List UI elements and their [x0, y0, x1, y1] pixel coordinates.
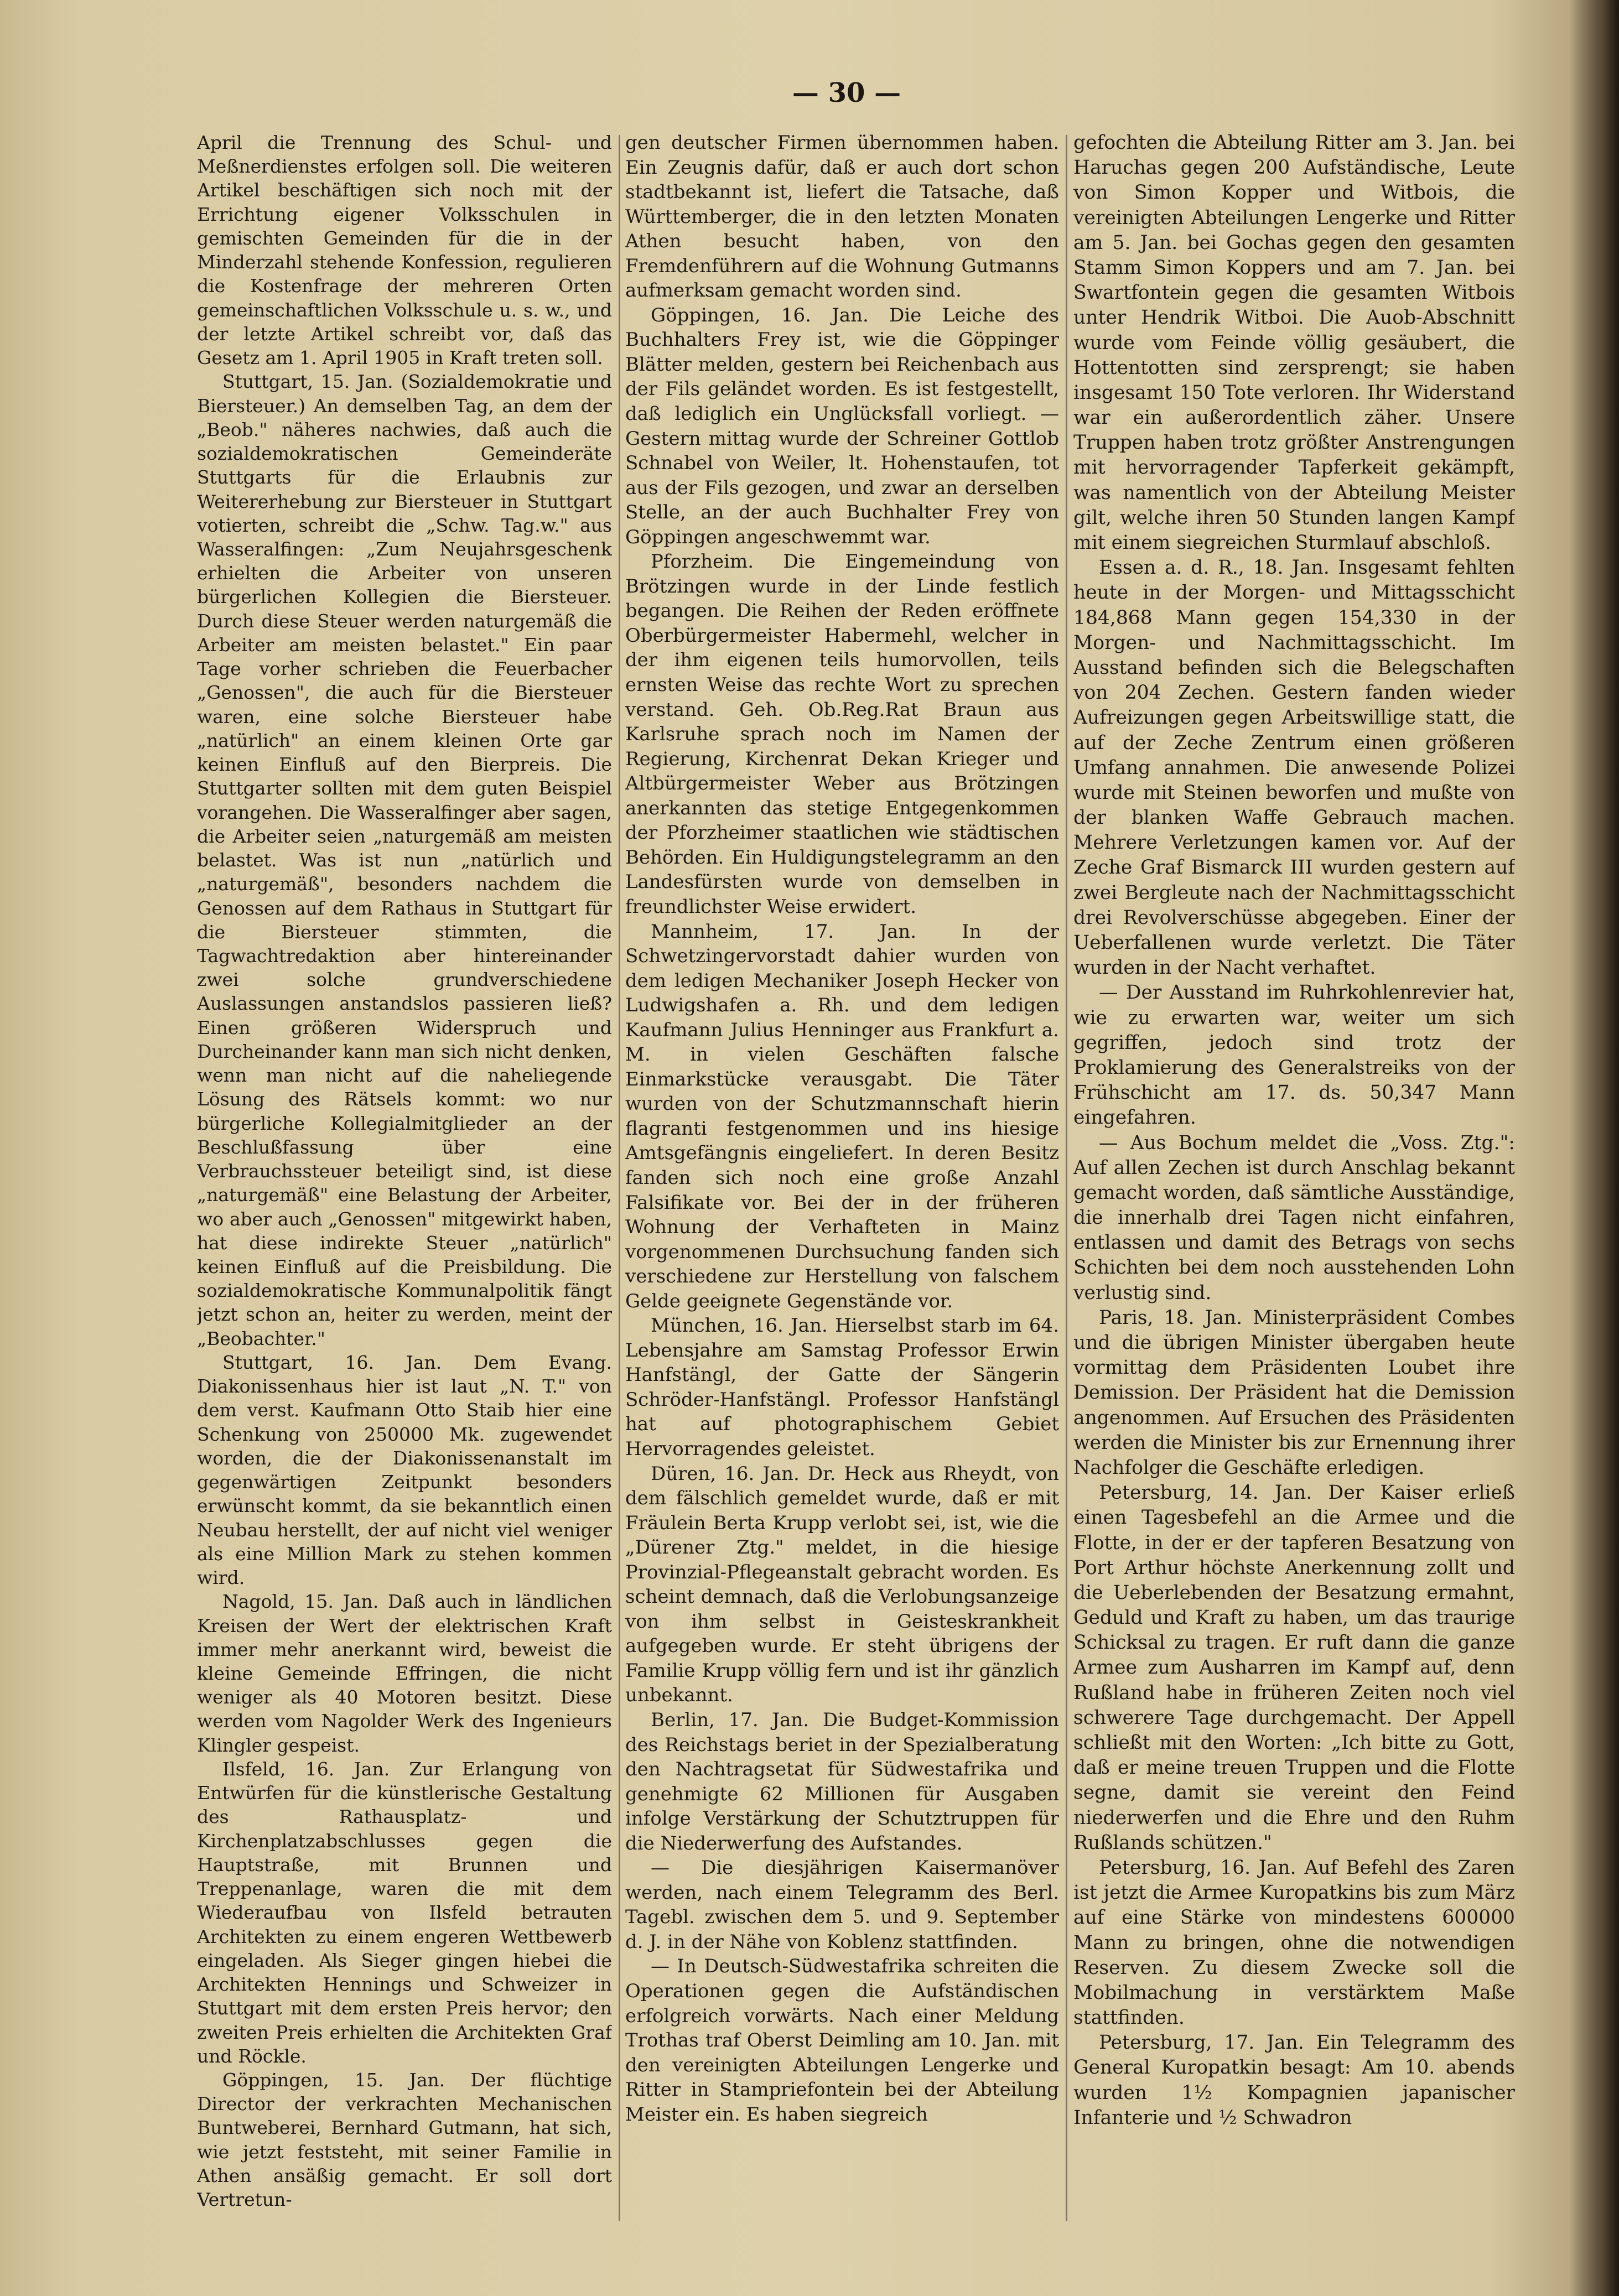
article-paragraph: Petersburg, 16. Jan. Auf Befehl des Zaren ist jetzt die Armee Kuropatkins bis zum März auf eine Stärke von mindestens 600000 Mann zu bringen, ohne die notwendigen Reserven. Zu diesem Zwecke soll die Mobilmachung in verstärktem Maße stattfinden.	[1073, 1856, 1515, 2029]
column-divider	[619, 135, 620, 2221]
column-2	[625, 131, 1059, 2227]
column-1	[197, 131, 612, 2227]
article-paragraph: München, 16. Jan. Hierselbst starb im 64. Lebensjahre am Samstag Professor Erwin Hanfstängl, der Gatte der Sängerin Schröder-Hanfstängl. Professor Hanfstängl hat auf photographischem Gebiet Hervorragendes geleistet.	[625, 1315, 1059, 1460]
article-paragraph: Ilsfeld, 16. Jan. Zur Erlangung von Entwürfen für die künstlerische Gestaltung des Rathausplatz- und Kirchenplatzabschlusses gegen die Hauptstraße, mit Brunnen und Treppenanlage, waren die mit dem Wiederaufbau von Ilsfeld betrauten Architekten zu einem engeren Wettbewerb eingeladen. Als Sieger gingen hiebei die Architekten Hennings und Schweizer in Stuttgart mit dem ersten Preis hervor; den zweiten Preis erhielten die Architekten Graf und Röckle.	[197, 1758, 612, 2067]
article-paragraph: Petersburg, 14. Jan. Der Kaiser erließ einen Tagesbefehl an die Armee und die Flotte, in der er der tapferen Besatzung von Port Arthur höchste Anerkennung zollt und die Ueberlebenden der Besatzung ermahnt, Geduld und Kraft zu haben, um das traurige Schicksal zu tragen. Er ruft dann die ganze Armee zum Ausharren im Kampf auf, denn Rußland habe in früheren Zeiten noch viel schwerere Tage durchgemacht. Der Appell schließt mit den Worten: „Ich bitte zu Gott, daß er meine treuen Truppen und die Flotte segne, damit sie vereint den Feind niederwerfen und die Ehre und den Ruhm Rußlands schützen."	[1073, 1482, 1515, 1854]
article-paragraph: Essen a. d. R., 18. Jan. Insgesamt fehlten heute in der Morgen- und Mittagsschicht 184,868 Mann gegen 154,330 in der Morgen- und Nachmittagsschicht. Im Ausstand befinden sich die Belegschaften von 204 Zechen. Gestern fanden wieder Aufreizungen gegen Arbeitswillige statt, die auf der Zeche Zentrum einen größeren Umfang annahmen. Die anwesende Polizei wurde mit Steinen beworfen und mußte von der blanken Waffe Gebrauch machen. Mehrere Verletzungen kamen vor. Auf der Zeche Graf Bismarck III wurden gestern auf zwei Bergleute nach der Nachmittagsschicht drei Revolverschüsse abgegeben. Einer der Ueberfallenen wurde verletzt. Die Täter wurden in der Nacht verhaftet.	[1073, 557, 1515, 979]
article-paragraph: Stuttgart, 15. Jan. (Sozialdemokratie und Biersteuer.) An demselben Tag, an dem der „Beob." näheres nachwies, daß auch die sozialdemokratischen Gemeinderäte Stuttgarts für die Erlaubnis zur Weitererhebung zur Biersteuer in Stuttgart votierten, schreibt die „Schw. Tag.w." aus Wasseralfingen: „Zum Neujahrsgeschenk erhielten die Arbeiter von unseren bürgerlichen Kollegien die Biersteuer. Durch diese Steuer werden naturgemäß die Arbeiter am meisten belastet." Ein paar Tage vorher schrieben die Feuerbacher „Genossen", die auch für die Biersteuer waren, eine solche Biersteuer habe „natürlich" an einem kleinen Orte gar keinen Einfluß auf den Bierpreis. Die Stuttgarter sollten mit dem guten Beispiel vorangehen. Die Wasseralfinger aber sagen, die Arbeiter seien „naturgemäß am meisten belastet. Was ist nun „natürlich und „naturgemäß", besonders nachdem die Genossen auf dem Rathaus in Stuttgart für die Biersteuer stimmten, die Tagwachtredaktion aber hintereinander zwei solche grundverschiedene Auslassungen anstandslos passieren ließ? Einen größeren Widerspruch und Durcheinander kann man sich nicht denken, wenn man nicht auf die naheliegende Lösung des Rätsels kommt: wo nur bürgerliche Kollegialmitglieder an der Beschlußfassung über eine Verbrauchssteuer beteiligt sind, ist diese „naturgemäß" eine Belastung der Arbeiter, wo aber auch „Genossen" mitgewirkt haben, hat diese indirekte Steuer „natürlich" keinen Einfluß auf die Preisbildung. Die sozialdemokratische Kommunalpolitik fängt jetzt schon an, heiter zu werden, meint der „Beobachter."	[197, 371, 612, 1349]
article-paragraph: Nagold, 15. Jan. Daß auch in ländlichen Kreisen der Wert der elektrischen Kraft immer mehr anerkannt wird, beweist die kleine Gemeinde Effringen, die nicht weniger als 40 Motoren besitzt. Diese werden vom Nagolder Werk des Ingenieurs Klingler gespeist.	[197, 1591, 612, 1756]
article-paragraph: — Die diesjährigen Kaisermanöver werden, nach einem Telegramm des Berl. Tagebl. zwischen dem 5. und 9. September d. J. in der Nähe von Koblenz stattfinden.	[625, 1857, 1059, 1953]
page-number: — 30 —	[792, 77, 901, 108]
article-paragraph: Petersburg, 17. Jan. Ein Telegramm des General Kuropatkin besagt: Am 10. abends wurden 1½ Kompagnien japanischer Infanterie und ½ Schwadron	[1073, 2032, 1515, 2129]
binding-shadow	[1569, 0, 1619, 2296]
column-3	[1073, 131, 1515, 2227]
article-paragraph: gefochten die Abteilung Ritter am 3. Jan. bei Haruchas gegen 200 Aufständische, Leute von Simon Kopper und Witbois, die vereinigten Abteilungen Lengerke und Ritter am 5. Jan. bei Gochas gegen den gesamten Stamm Simon Koppers und am 7. Jan. bei Swartfontein gegen die gesamten Witbois unter Hendrik Witboi. Die Auob-Abschnitt wurde vom Feinde völlig gesäubert, die Hottentotten sind zersprengt; sie haben insgesamt 150 Tote verloren. Ihr Widerstand war ein außerordentlich zäher. Unsere Truppen haben trotz größter Anstrengungen mit hervorragender Tapferkeit gekämpft, was namentlich von der Abteilung Meister gilt, welche ihren 50 Stunden langen Kampf mit einem siegreichen Sturmlauf abschloß.	[1073, 132, 1515, 554]
article-paragraph: Göppingen, 15. Jan. Der flüchtige Director der verkrachten Mechanischen Buntweberei, Bernhard Gutmann, hat sich, wie jetzt feststeht, mit seiner Familie in Athen ansäßig gemacht. Er soll dort Vertretun-	[197, 2069, 612, 2211]
article-paragraph: Mannheim, 17. Jan. In der Schwetzingervorstadt dahier wurden von dem ledigen Mechaniker Joseph Hecker von Ludwigshafen a. Rh. und dem ledigen Kaufmann Julius Henninger aus Frankfurt a. M. in vielen Geschäften falsche Einmarkstücke verausgabt. Die Täter wurden von der Schutzmannschaft hierin flagranti festgenommen und ins hiesige Amtsgefängnis eingeliefert. In deren Besitz fanden sich noch eine große Anzahl Falsifikate vor. Bei der in der früheren Wohnung der Verhafteten in Mainz vorgenommenen Durchsuchung fanden sich verschiedene zur Herstellung von falschem Gelde geeignete Gegenstände vor.	[625, 920, 1059, 1312]
article-paragraph: Berlin, 17. Jan. Die Budget-Kommission des Reichstags beriet in der Spezialberatung den Nachtragsetat für Südwestafrika und genehmigte 62 Millionen für Ausgaben infolge Verstärkung der Schutztruppen für die Niederwerfung des Aufstandes.	[625, 1709, 1059, 1855]
article-paragraph: April die Trennung des Schul- und Meßnerdienstes erfolgen soll. Die weiteren Artikel beschäftigen sich noch mit der Errichtung eigener Volksschulen in gemischten Gemeinden für die in der Minderzahl stehende Konfession, regulieren die Kostenfrage der mehreren Orten gemeinschaftlichen Volksschule u. s. w., und der letzte Artikel schreibt vor, daß das Gesetz am 1. April 1905 in Kraft treten soll.	[197, 132, 612, 369]
article-paragraph: Stuttgart, 16. Jan. Dem Evang. Diakonissenhaus hier ist laut „N. T." von dem verst. Kaufmann Otto Staib hier eine Schenkung von 250000 Mk. zugewendet worden, die der Diakonissenanstalt im gegenwärtigen Zeitpunkt besonders erwünscht kommt, da sie bekanntlich einen Neubau herstellt, der auf nicht viel weniger als eine Million Mark zu stehen kommen wird.	[197, 1351, 612, 1589]
article-paragraph: gen deutscher Firmen übernommen haben. Ein Zeugnis dafür, daß er auch dort schon stadtbekannt ist, liefert die Tatsache, daß Württemberger, die in den letzten Monaten Athen besucht haben, von den Fremdenführern auf die Wohnung Gutmanns aufmerksam gemacht worden sind.	[625, 132, 1059, 302]
article-paragraph: — In Deutsch-Südwestafrika schreiten die Operationen gegen die Aufständischen erfolgreich vorwärts. Nach einer Meldung Trothas traf Oberst Deimling am 10. Jan. mit den vereinigten Abteilungen Lengerke und Ritter in Stampriefontein bei der Abteilung Meister ein. Es haben siegreich	[625, 1955, 1059, 2126]
column-divider	[1066, 135, 1067, 2221]
article-paragraph: Pforzheim. Die Eingemeindung von Brötzingen wurde in der Linde festlich begangen. Die Reihen der Reden eröffnete Oberbürgermeister Habermehl, welcher in der ihm eigenen teils humorvollen, teils ernsten Weise das rechte Wort zu sprechen verstand. Geh. Ob.Reg.Rat Braun aus Karlsruhe sprach noch im Namen der Regierung, Kirchenrat Dekan Krieger und Altbürgermeister Weber aus Brötzingen anerkannten das stetige Entgegenkommen der Pforzheimer staatlichen wie städtischen Behörden. Ein Huldigungstelegramm an den Landesfürsten wurde von demselben in freundlichster Weise erwidert.	[625, 550, 1059, 918]
article-paragraph: Düren, 16. Jan. Dr. Heck aus Rheydt, von dem fälschlich gemeldet wurde, daß er mit Fräulein Berta Krupp verlobt sei, ist, wie die „Dürener Ztg." meldet, in die hiesige Provinzial-Pflegeanstalt gebracht worden. Es scheint demnach, daß die Verlobungsanzeige von ihm selbst in Geisteskrankheit aufgegeben wurde. Er steht übrigens der Familie Krupp völlig fern und ist ihr gänzlich unbekannt.	[625, 1462, 1059, 1707]
article-paragraph: — Aus Bochum meldet die „Voss. Ztg.": Auf allen Zechen ist durch Anschlag bekannt gemacht worden, daß sämtliche Ausständige, die innerhalb drei Tagen nicht einfahren, entlassen und damit des Betrags von sechs Schichten bei dem noch ausstehenden Lohn verlustig sind.	[1073, 1131, 1515, 1304]
article-paragraph: Paris, 18. Jan. Ministerpräsident Combes und die übrigen Minister übergaben heute vormittag dem Präsidenten Loubet ihre Demission. Der Präsident hat die Demission angenommen. Auf Ersuchen des Präsidenten werden die Minister bis zur Ernennung ihrer Nachfolger die Geschäfte erledigen.	[1073, 1306, 1515, 1479]
article-paragraph: — Der Ausstand im Ruhrkohlenrevier hat, wie zu erwarten war, weiter um sich gegriffen, jedoch sind trotz der Proklamierung des Generalstreiks von der Frühschicht am 17. ds. 50,347 Mann eingefahren.	[1073, 981, 1515, 1129]
article-paragraph: Göppingen, 16. Jan. Die Leiche des Buchhalters Frey ist, wie die Göppinger Blätter melden, gestern bei Reichenbach aus der Fils geländet worden. Es ist festgestellt, daß lediglich ein Unglücksfall vorliegt. — Gestern mittag wurde der Schreiner Gottlob Schnabel von Weiler, lt. Hohenstaufen, tot aus der Fils gezogen, und zwar an derselben Stelle, an der auch Buchhalter Frey von Göppingen angeschwemmt war.	[625, 304, 1059, 548]
